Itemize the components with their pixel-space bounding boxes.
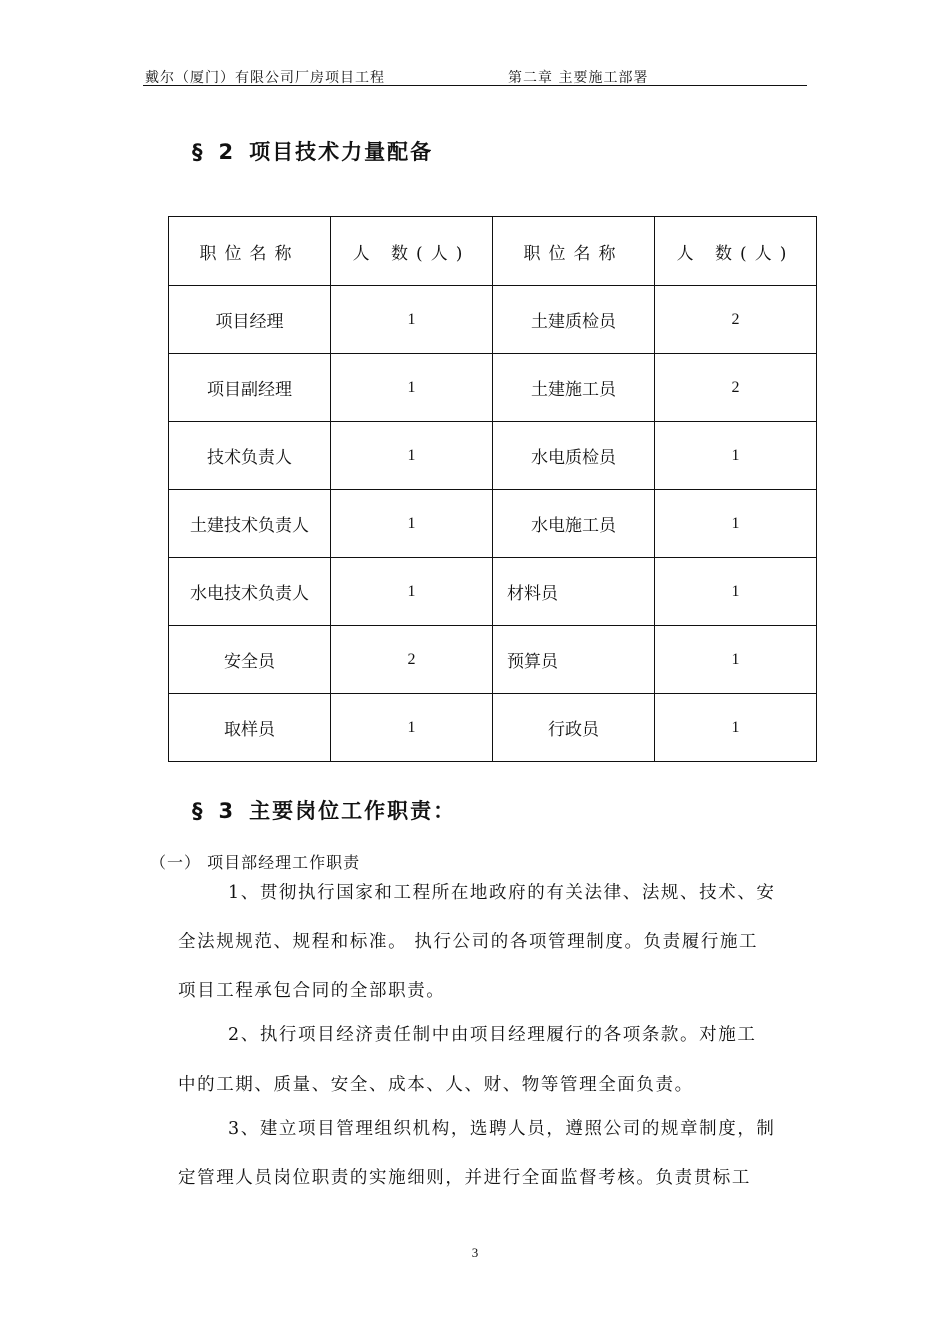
paragraph-line: 中的工期、质量、安全、成本、人、财、物等管理全面负责。	[178, 1075, 694, 1095]
table-cell: 1	[655, 694, 817, 762]
section-3-heading	[192, 795, 456, 825]
table-row	[169, 354, 817, 422]
header-divider	[143, 85, 807, 86]
table-row	[169, 422, 817, 490]
staff-table	[168, 216, 817, 762]
section-symbol: §	[192, 140, 205, 164]
table-header-cell: 人 数(人)	[655, 217, 817, 286]
table-cell: 材料员	[493, 558, 655, 626]
table-cell: 水电技术负责人	[169, 558, 331, 626]
paragraph-line: 3、建立项目管理组织机构，选聘人员，遵照公司的规章制度，制	[228, 1119, 776, 1139]
table-row	[169, 694, 817, 762]
paragraph-line: 1、贯彻执行国家和工程所在地政府的有关法律、法规、技术、安	[228, 883, 776, 903]
table-row	[169, 626, 817, 694]
table-row	[169, 558, 817, 626]
table-cell: 取样员	[169, 694, 331, 762]
table-cell: 水电质检员	[493, 422, 655, 490]
table-cell: 安全员	[169, 626, 331, 694]
table-cell: 1	[655, 490, 817, 558]
table-cell: 1	[331, 422, 493, 490]
table-cell: 2	[655, 354, 817, 422]
table-cell: 土建质检员	[493, 286, 655, 354]
table-cell: 土建施工员	[493, 354, 655, 422]
section-symbol: §	[192, 799, 205, 823]
paragraph-line: 全法规规范、规程和标准。 执行公司的各项管理制度。负责履行施工	[178, 932, 759, 952]
table-header-cell: 职位名称	[493, 217, 655, 286]
table-cell: 行政员	[493, 694, 655, 762]
header-project-name: 戴尔（厦门）有限公司厂房项目工程	[145, 70, 385, 86]
paragraph-line: 定管理人员岗位职责的实施细则，并进行全面监督考核。负责贯标工	[178, 1168, 751, 1188]
table-cell: 1	[655, 558, 817, 626]
table-cell: 2	[655, 286, 817, 354]
section-title: 项目技术力量配备	[249, 140, 434, 164]
table-row	[169, 490, 817, 558]
table-row	[169, 286, 817, 354]
table-cell: 2	[331, 626, 493, 694]
table-cell: 1	[655, 422, 817, 490]
section-number: 2	[218, 140, 236, 164]
table-cell: 项目经理	[169, 286, 331, 354]
table-cell: 1	[331, 490, 493, 558]
header-chapter: 第二章 主要施工部署	[508, 70, 649, 86]
table-header-cell: 人 数(人)	[331, 217, 493, 286]
subsection-title: （一） 项目部经理工作职责	[150, 853, 361, 872]
section-2-heading	[192, 136, 433, 166]
table-header-cell: 职位名称	[169, 217, 331, 286]
table-cell: 1	[655, 626, 817, 694]
paragraph-line: 项目工程承包合同的全部职责。	[178, 981, 446, 1001]
table-cell: 水电施工员	[493, 490, 655, 558]
table-cell: 技术负责人	[169, 422, 331, 490]
table-cell: 1	[331, 558, 493, 626]
paragraph-line: 2、执行项目经济责任制中由项目经理履行的各项条款。对施工	[228, 1025, 757, 1045]
table-header-row	[169, 217, 817, 286]
table-cell: 1	[331, 694, 493, 762]
table-cell: 1	[331, 354, 493, 422]
section-number: 3	[218, 799, 236, 823]
table-cell: 预算员	[493, 626, 655, 694]
table-cell: 项目副经理	[169, 354, 331, 422]
section-title: 主要岗位工作职责：	[249, 799, 457, 823]
table-cell: 土建技术负责人	[169, 490, 331, 558]
table-cell: 1	[331, 286, 493, 354]
page-number: 3	[471, 1245, 479, 1260]
